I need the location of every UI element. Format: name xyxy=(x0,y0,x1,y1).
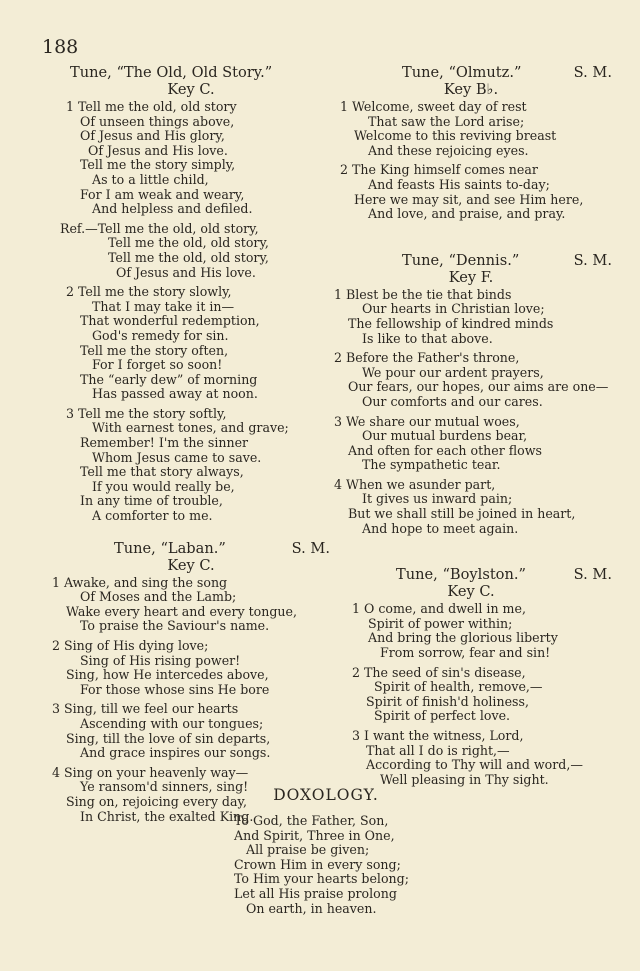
hymn xyxy=(330,566,612,787)
verse-line: Whom Jesus came to save. xyxy=(92,449,262,465)
verse-line: That saw the Lord arise; xyxy=(368,113,525,129)
verse-line: And these rejoicing eyes. xyxy=(368,142,529,158)
tune-name: Tune, “Olmutz.” xyxy=(402,64,522,81)
verse-line: 3 We share our mutual woes, xyxy=(334,413,520,429)
verse-line: 3 Sing, till we feel our hearts xyxy=(52,701,239,717)
verse-line: Our comforts and our cares. xyxy=(362,393,543,409)
verse-line: Sing on, rejoicing every day, xyxy=(66,793,247,809)
verse-line: 1 Welcome, sweet day of rest xyxy=(340,99,527,114)
tune-heading xyxy=(52,64,330,81)
hymn xyxy=(52,540,330,825)
tune-heading xyxy=(52,540,330,557)
verse xyxy=(330,415,612,473)
meter-label: S. M. xyxy=(573,566,612,584)
verse-line: And love, and praise, and pray. xyxy=(368,206,566,222)
key-signature: Key C. xyxy=(447,583,495,601)
left-column xyxy=(52,64,330,838)
verse xyxy=(330,100,612,158)
tune-heading xyxy=(330,64,612,81)
verse-line: Here we may sit, and see Him here, xyxy=(354,191,584,207)
verse-line: It gives us inward pain; xyxy=(362,491,513,507)
verse-line: To praise the Saviour's name. xyxy=(80,618,270,634)
page-number: 188 xyxy=(42,36,79,58)
verse-line: 1 O come, and dwell in me, xyxy=(352,601,526,617)
verse-line: Of Moses and the Lamb; xyxy=(80,589,237,605)
verse-line: The sympathetic tear. xyxy=(362,457,501,473)
verse-line: 2 Before the Father's throne, xyxy=(334,350,520,366)
verse-line: Sing, how He intercedes above, xyxy=(66,667,269,683)
verse-line: Tell me the old, old story, xyxy=(108,235,269,251)
verse-line: Our hearts in Christian love; xyxy=(362,301,545,317)
verse-line: That all I do is right,— xyxy=(366,742,510,758)
verse-line: And helpless and defiled. xyxy=(92,201,253,217)
verse xyxy=(330,478,612,536)
verse-line: Spirit of perfect love. xyxy=(374,708,511,724)
verse-line: Has passed away at noon. xyxy=(92,386,258,402)
doxology-line: To God, the Father, Son, xyxy=(234,813,389,828)
verse-line: Tell me the story simply, xyxy=(80,157,236,173)
verse-line: 1 Awake, and sing the song xyxy=(52,574,228,590)
tune-name: Tune, “Boylston.” xyxy=(396,566,526,584)
verse-line: Remember! I'm the sinner xyxy=(80,435,249,451)
doxology-title: DOXOLOGY. xyxy=(273,786,379,804)
verse-line: 2 The King himself comes near xyxy=(340,162,538,178)
meter-label: S. M. xyxy=(573,251,612,269)
verse-line: Ref.—Tell me the old, old story, xyxy=(60,220,259,236)
verse xyxy=(52,576,330,634)
verse-line: 2 Tell me the story slowly, xyxy=(66,284,232,300)
doxology-line: To Him your hearts belong; xyxy=(234,871,409,887)
verse-line: 1 Blest be the tie that binds xyxy=(334,286,512,302)
doxology-line: Crown Him in every song; xyxy=(234,856,401,872)
tune-heading xyxy=(330,252,612,269)
verse-line: Of Jesus and His glory, xyxy=(80,128,225,144)
meter-label: S. M. xyxy=(291,539,330,557)
verse xyxy=(330,602,612,660)
verse-line: From sorrow, fear and sin! xyxy=(380,645,551,661)
verse-line: Of Jesus and His love. xyxy=(88,142,228,158)
verse-line: 3 Tell me the story softly, xyxy=(66,405,227,421)
verse-line: Our fears, our hopes, our aims are one— xyxy=(348,379,609,395)
verse-line: For I forget so soon! xyxy=(92,357,223,373)
key-signature: Key B♭. xyxy=(443,81,499,98)
verse-line: Ye ransom'd sinners, sing! xyxy=(80,779,249,795)
verse-line: A comforter to me. xyxy=(92,508,213,524)
verse-line: 3 I want the witness, Lord, xyxy=(352,728,524,743)
verse-line: God's remedy for sin. xyxy=(92,327,229,343)
verse-line: Well pleasing in Thy sight. xyxy=(380,771,549,787)
tune-name: Tune, “Dennis.” xyxy=(402,251,520,269)
verse-line: 4 Sing on your heavenly way— xyxy=(52,764,249,780)
verse-line: 2 The seed of sin's disease, xyxy=(352,664,526,680)
right-column xyxy=(330,64,612,801)
verse-line: Our mutual burdens bear, xyxy=(362,428,528,444)
verse-line: Wake every heart and every tongue, xyxy=(66,603,297,619)
verse-line: Ascending with our tongues; xyxy=(80,715,264,731)
verse-line: According to Thy will and word,— xyxy=(366,757,583,773)
verse xyxy=(52,407,330,524)
verse-line: That wonderful redemption, xyxy=(80,313,260,329)
verse xyxy=(330,666,612,724)
verse-line: And feasts His saints to-day; xyxy=(368,176,550,192)
verse-line: And often for each other flows xyxy=(348,442,542,458)
tune-heading xyxy=(330,566,612,583)
verse-line: 2 Sing of His dying love; xyxy=(52,638,209,653)
hymn xyxy=(330,252,612,537)
verse-line: Of unseen things above, xyxy=(80,113,235,129)
verse-line: 1 Tell me the old, old story xyxy=(66,99,237,114)
key-signature: Key F. xyxy=(448,268,494,286)
verse-line: The “early dew” of morning xyxy=(80,371,258,387)
verse-line: For those whose sins He bore xyxy=(80,681,270,697)
verse-line: The fellowship of kindred minds xyxy=(348,315,554,331)
verse-line: Tell me that story always, xyxy=(80,464,244,480)
verse-line: Tell me the story often, xyxy=(80,342,229,358)
verse xyxy=(330,288,612,346)
verse xyxy=(330,351,612,409)
tune-name: Tune, “The Old, Old Story.” xyxy=(70,64,273,81)
verse-line: Sing, till the love of sin departs, xyxy=(66,730,271,746)
doxology-line: Let all His praise prolong xyxy=(234,885,397,901)
verse-line: In any time of trouble, xyxy=(80,493,223,509)
doxology-lines xyxy=(234,814,409,916)
verse-line: As to a little child, xyxy=(92,171,209,187)
verse xyxy=(52,639,330,697)
verse-line: Is like to that above. xyxy=(362,330,493,346)
key-signature: Key C. xyxy=(167,81,215,98)
verse-line: With earnest tones, and grave; xyxy=(92,420,289,436)
verse xyxy=(52,702,330,760)
hymn xyxy=(330,64,612,222)
verse-line: 4 When we asunder part, xyxy=(334,476,496,492)
verse-line: Welcome to this reviving breast xyxy=(354,128,557,144)
doxology-line: All praise be given; xyxy=(246,842,370,858)
verse xyxy=(330,163,612,221)
verse-line: Spirit of health, remove,— xyxy=(374,679,543,695)
doxology-line: And Spirit, Three in One, xyxy=(234,827,395,843)
verse-line: We pour our ardent prayers, xyxy=(362,364,544,380)
verse xyxy=(52,100,330,217)
verse-line: That I may take it in— xyxy=(92,298,235,314)
tune-name: Tune, “Laban.” xyxy=(114,539,226,557)
verse-line: And hope to meet again. xyxy=(362,520,519,536)
verse-line: Sing of His rising power! xyxy=(80,652,241,668)
verse-line: And grace inspires our songs. xyxy=(80,745,271,761)
verse xyxy=(52,285,330,402)
key-signature: Key C. xyxy=(167,556,215,574)
verse-line: In Christ, the exalted King. xyxy=(80,808,254,824)
verse-line: But we shall still be joined in heart, xyxy=(348,506,576,522)
verse-line: Of Jesus and His love. xyxy=(116,264,256,280)
hymn xyxy=(52,64,330,524)
verse-line: Spirit of power within; xyxy=(368,615,513,631)
verse-line: Spirit of finish'd holiness, xyxy=(366,693,529,709)
verse-line: For I am weak and weary, xyxy=(80,186,245,202)
verse xyxy=(52,222,330,280)
doxology-line: On earth, in heaven. xyxy=(246,900,377,916)
verse-line: If you would really be, xyxy=(92,478,235,494)
verse xyxy=(330,729,612,787)
meter-label: S. M. xyxy=(573,64,612,81)
verse-line: And bring the glorious liberty xyxy=(368,630,558,646)
verse-line: Tell me the old, old story, xyxy=(108,249,269,265)
